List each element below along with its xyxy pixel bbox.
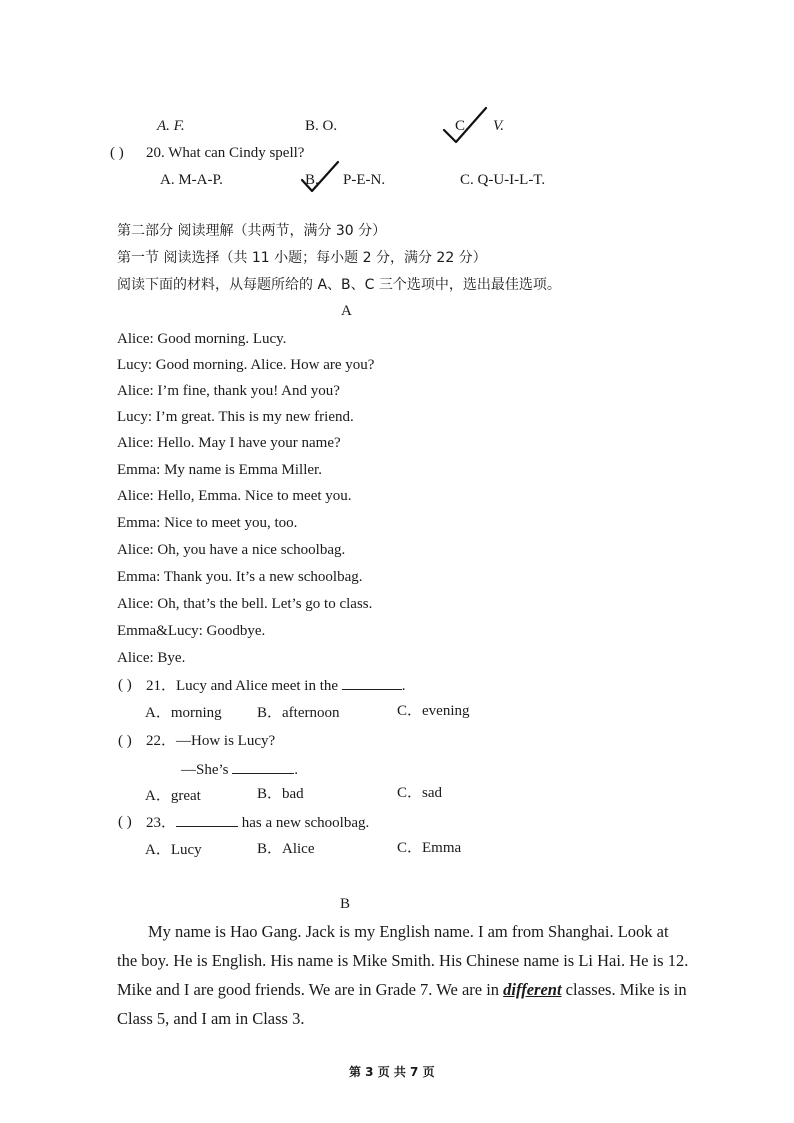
q22-answer-line [181,759,298,780]
q22-end: . [294,762,299,778]
page-number: 第 3 页 共 7 页 [349,1065,435,1079]
q19-option-a: A. F. [157,118,185,134]
q20-option-b-text: P-E-N. [343,172,386,188]
q22-option-b: B．bad [257,786,304,802]
dialogue-line: Alice: Hello, Emma. Nice to meet you. [117,488,352,504]
q22-option-a: A．great [145,788,201,804]
q19-option-c-letter: C. [455,118,469,134]
q21-stem-text: 21．Lucy and Alice meet in the [146,678,339,694]
passage-b-line-3-pre: Mike and I are good friends. We are in Grade 7. We are in [117,980,500,999]
q20-option-b-letter: B. [305,172,319,188]
passage-a-heading: A [341,303,352,319]
section1-heading: 第一节 阅读选择（共 11 小题；每小题 2 分，满分 22 分） [117,250,487,266]
q22-option-c: C．sad [397,785,443,801]
answer-blank [342,675,402,690]
passage-b-heading: B [340,896,351,912]
dialogue-line: Emma&Lucy: Goodbye. [117,623,266,639]
dialogue-line: Emma: My name is Emma Miller. [117,462,322,478]
dialogue-line: Lucy: I’m great. This is my new friend. [117,409,354,425]
passage-b-line-1: My name is Hao Gang. Jack is my English name. I am from Shanghai. Look at [148,922,669,941]
dialogue-line: Emma: Nice to meet you, too. [117,515,298,531]
dialogue-line: Alice: Hello. May I have your name? [117,435,341,451]
q20-stem: 20. What can Cindy spell? [146,145,305,161]
q23-paren: ( ) [118,814,132,830]
passage-b-line-2: the boy. He is English. His name is Mike Smith. His Chinese name is Li Hai. He is 12. [117,951,689,970]
q22-paren: ( ) [118,733,132,749]
passage-b-line-3-post: classes. Mike is in [565,980,687,999]
q21-paren: ( ) [118,677,132,693]
q21-end: . [401,678,406,694]
q23-option-a: A．Lucy [145,842,202,858]
q23-option-c: C．Emma [397,840,462,856]
q21-option-c: C．evening [397,703,470,719]
q23-stem-rest: has a new schoolbag. [241,815,370,831]
dialogue-line: Alice: I’m fine, thank you! And you? [117,383,340,399]
q21-stem [146,675,406,696]
dialogue-line: Lucy: Good morning. Alice. How are you? [117,357,375,373]
q19-option-b [305,116,337,136]
q21-option-b: B．afternoon [257,705,340,721]
part2-heading: 第二部分 阅读理解（共两节，满分 30 分） [117,223,387,239]
q23-stem-number: 23． [146,815,177,831]
q20-option-a: A. M-A-P. [160,172,223,188]
answer-blank [176,812,238,827]
q19-option-c-text: V. [493,118,504,134]
checkmark-icon [300,160,340,194]
q23-option-b: B．Alice [257,841,315,857]
dialogue-line: Alice: Oh, you have a nice schoolbag. [117,542,346,558]
q23-stem [146,812,369,833]
instruction: 阅读下面的材料，从每题所给的 A、B、C 三个选项中，选出最佳选项。 [117,277,561,293]
q22-stem: 22．—How is Lucy? [146,733,276,749]
dialogue-line: Emma: Thank you. It’s a new schoolbag. [117,569,363,585]
dialogue-line: Alice: Oh, that’s the bell. Let’s go to class. [117,596,373,612]
dialogue-line: Alice: Bye. [117,650,186,666]
answer-blank [232,759,294,774]
q20-option-c: C. Q-U-I-L-T. [460,172,546,188]
passage-b-line-4: Class 5, and I am in Class 3. [117,1009,305,1028]
q21-option-a: A．morning [145,705,222,721]
checkmark-icon [442,106,488,146]
passage-b-line-3 [117,979,687,1001]
dialogue-line: Alice: Good morning. Lucy. [117,331,287,347]
q19-option-b-text: B. O. [305,118,338,134]
emphasized-word: different [503,980,562,999]
q20-paren: ( ) [110,145,124,161]
q22-answer-text: —She’s [181,762,229,778]
